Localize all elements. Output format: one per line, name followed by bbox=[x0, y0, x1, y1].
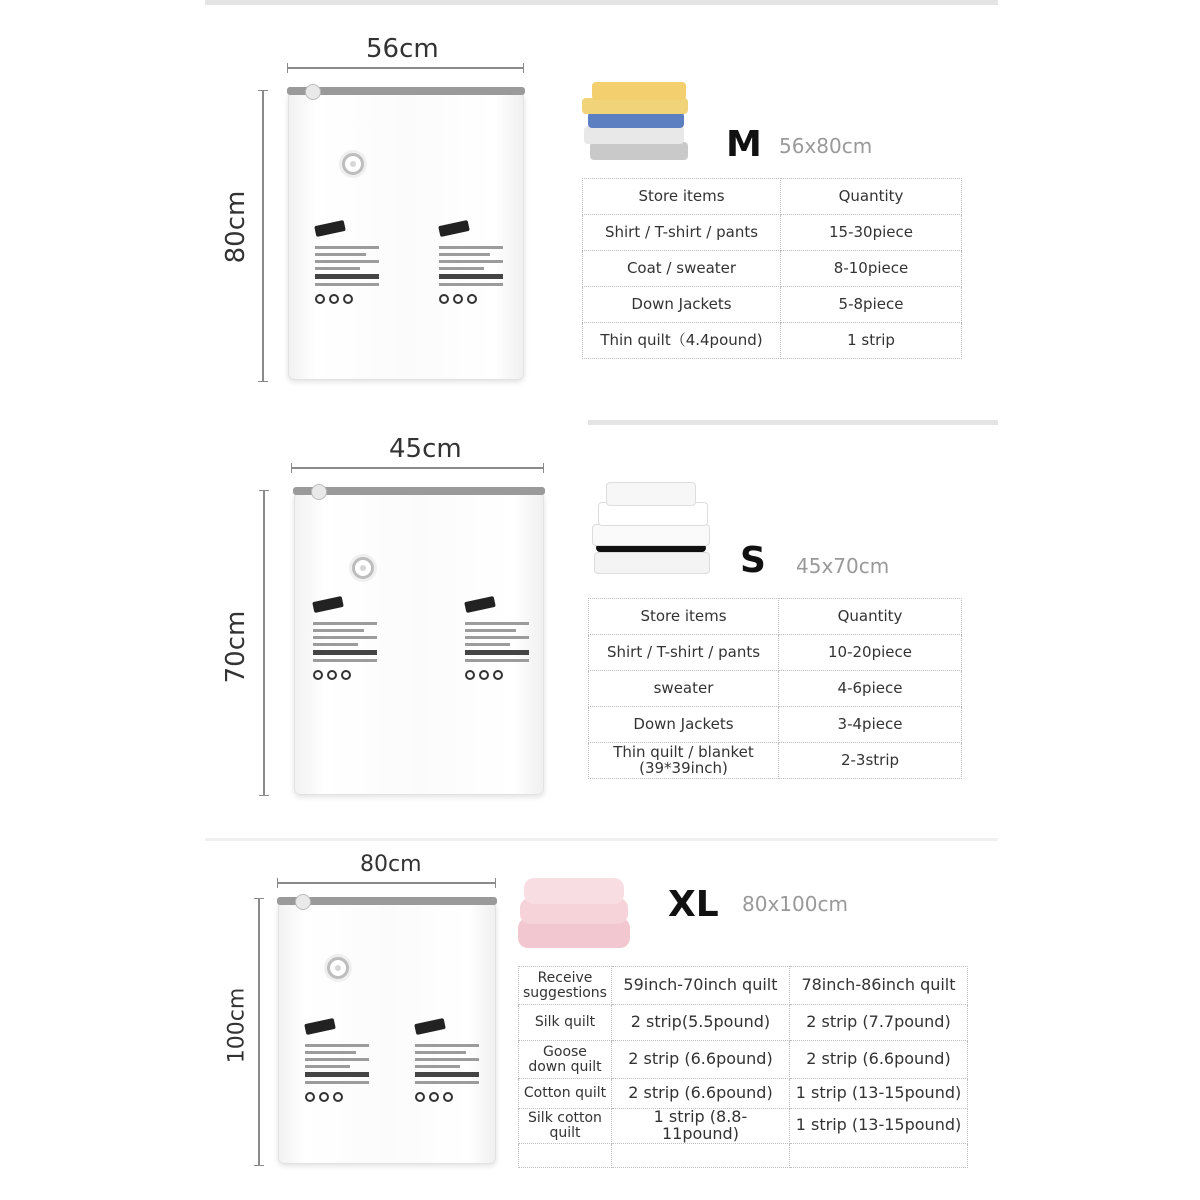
size-xl-table bbox=[518, 966, 968, 1168]
bag-s-width-label: 45cm bbox=[389, 434, 462, 464]
size-m-table bbox=[582, 178, 962, 359]
pink-quilt-image bbox=[518, 878, 632, 950]
bag-xl-width-label: 80cm bbox=[360, 852, 422, 877]
care-icons bbox=[313, 670, 377, 680]
zipper-icon bbox=[287, 87, 525, 95]
table-row bbox=[519, 1109, 968, 1144]
bag-print-right bbox=[465, 599, 529, 680]
bag-print-right bbox=[415, 1021, 479, 1102]
table-cell: Shirt / T-shirt / pants bbox=[583, 215, 781, 251]
table-cell: Coat / sweater bbox=[583, 251, 781, 287]
table-cell: Cotton quilt bbox=[519, 1079, 612, 1109]
table-cell: Down Jackets bbox=[583, 287, 781, 323]
folded-clothes-image bbox=[580, 82, 690, 162]
table-cell: 3-4piece bbox=[779, 707, 962, 743]
table-cell: Shirt / T-shirt / pants bbox=[589, 635, 779, 671]
bag-s-height-label: 70cm bbox=[221, 610, 251, 684]
bag-xl-height-label: 100cm bbox=[224, 987, 250, 1064]
table-header-cell: Quantity bbox=[781, 179, 962, 215]
size-s-dimensions: 45x70cm bbox=[796, 554, 890, 578]
table-cell: sweater bbox=[589, 671, 779, 707]
table-spacer-row bbox=[519, 1143, 968, 1167]
size-xl-letter: XL bbox=[668, 884, 719, 925]
table-cell: 2 strip (6.6pound) bbox=[789, 1041, 967, 1079]
air-valve-icon bbox=[327, 957, 349, 979]
table-cell: 2-3strip bbox=[779, 743, 962, 779]
bag-s-width-line bbox=[291, 467, 544, 469]
size-xl-dimensions: 80x100cm bbox=[742, 892, 848, 916]
folded-shirts-image bbox=[588, 482, 712, 578]
size-m-dimensions: 56x80cm bbox=[779, 134, 873, 158]
table-cell: Thin quilt / blanket (39*39inch) bbox=[589, 743, 779, 779]
bag-m-height-label: 80cm bbox=[221, 190, 251, 264]
bag-m-width-line bbox=[287, 67, 524, 69]
care-icons bbox=[315, 294, 379, 304]
section-divider-xl bbox=[205, 838, 998, 841]
table-header-row bbox=[583, 179, 962, 215]
bag-s-height-line bbox=[263, 490, 265, 796]
zipper-icon bbox=[277, 897, 497, 905]
table-header-cell: Receive suggestions bbox=[519, 967, 612, 1005]
bag-m-width-label: 56cm bbox=[366, 34, 439, 64]
size-s-letter: S bbox=[740, 540, 766, 581]
table-row bbox=[519, 1041, 968, 1079]
table-cell: 2 strip (6.6pound) bbox=[611, 1079, 789, 1109]
table-header-cell: Quantity bbox=[779, 599, 962, 635]
table-row bbox=[589, 707, 962, 743]
zipper-icon bbox=[293, 487, 545, 495]
care-icons bbox=[305, 1092, 369, 1102]
bag-print-left bbox=[305, 1021, 369, 1102]
table-header-row bbox=[519, 967, 968, 1005]
table-row bbox=[583, 251, 962, 287]
table-cell: 5-8piece bbox=[781, 287, 962, 323]
bag-print-left bbox=[315, 223, 379, 304]
bag-print-right bbox=[439, 223, 503, 304]
top-divider bbox=[205, 0, 998, 5]
vacuum-bag-xl bbox=[278, 902, 496, 1164]
table-row bbox=[589, 635, 962, 671]
table-cell: 1 strip (13-15pound) bbox=[789, 1079, 967, 1109]
table-row bbox=[583, 323, 962, 359]
table-row bbox=[589, 671, 962, 707]
size-m-letter: M bbox=[726, 124, 762, 165]
bag-xl-width-line bbox=[277, 882, 496, 884]
table-cell: Silk cotton quilt bbox=[519, 1109, 612, 1144]
table-cell: 4-6piece bbox=[779, 671, 962, 707]
air-valve-icon bbox=[342, 153, 364, 175]
table-cell: Down Jackets bbox=[589, 707, 779, 743]
table-header-cell: 78inch-86inch quilt bbox=[789, 967, 967, 1005]
vacuum-bag-m bbox=[288, 92, 524, 380]
air-valve-icon bbox=[352, 557, 374, 579]
size-s-table bbox=[588, 598, 962, 779]
table-cell: 1 strip (13-15pound) bbox=[789, 1109, 967, 1144]
table-row bbox=[589, 743, 962, 779]
vacuum-bag-s bbox=[294, 492, 544, 795]
bag-m-height-line bbox=[262, 90, 264, 382]
table-header-cell: Store items bbox=[583, 179, 781, 215]
table-cell: 2 strip(5.5pound) bbox=[611, 1005, 789, 1041]
table-header-cell: Store items bbox=[589, 599, 779, 635]
care-icons bbox=[439, 294, 503, 304]
table-header-cell: 59inch-70inch quilt bbox=[611, 967, 789, 1005]
care-icons bbox=[415, 1092, 479, 1102]
table-cell: 8-10piece bbox=[781, 251, 962, 287]
bag-xl-height-line bbox=[258, 898, 260, 1166]
table-cell: 2 strip (6.6pound) bbox=[611, 1041, 789, 1079]
table-cell: Thin quilt（4.4pound) bbox=[583, 323, 781, 359]
bag-print-left bbox=[313, 599, 377, 680]
table-cell: 2 strip (7.7pound) bbox=[789, 1005, 967, 1041]
table-cell: 1 strip bbox=[781, 323, 962, 359]
table-cell: Silk quilt bbox=[519, 1005, 612, 1041]
care-icons bbox=[465, 670, 529, 680]
table-cell: 1 strip (8.8-11pound) bbox=[611, 1109, 789, 1144]
table-row bbox=[583, 287, 962, 323]
table-header-row bbox=[589, 599, 962, 635]
table-row bbox=[519, 1005, 968, 1041]
section-divider-s bbox=[588, 420, 998, 425]
table-cell: Goose down quilt bbox=[519, 1041, 612, 1079]
table-row bbox=[519, 1079, 968, 1109]
table-row bbox=[583, 215, 962, 251]
table-cell: 10-20piece bbox=[779, 635, 962, 671]
table-cell: 15-30piece bbox=[781, 215, 962, 251]
